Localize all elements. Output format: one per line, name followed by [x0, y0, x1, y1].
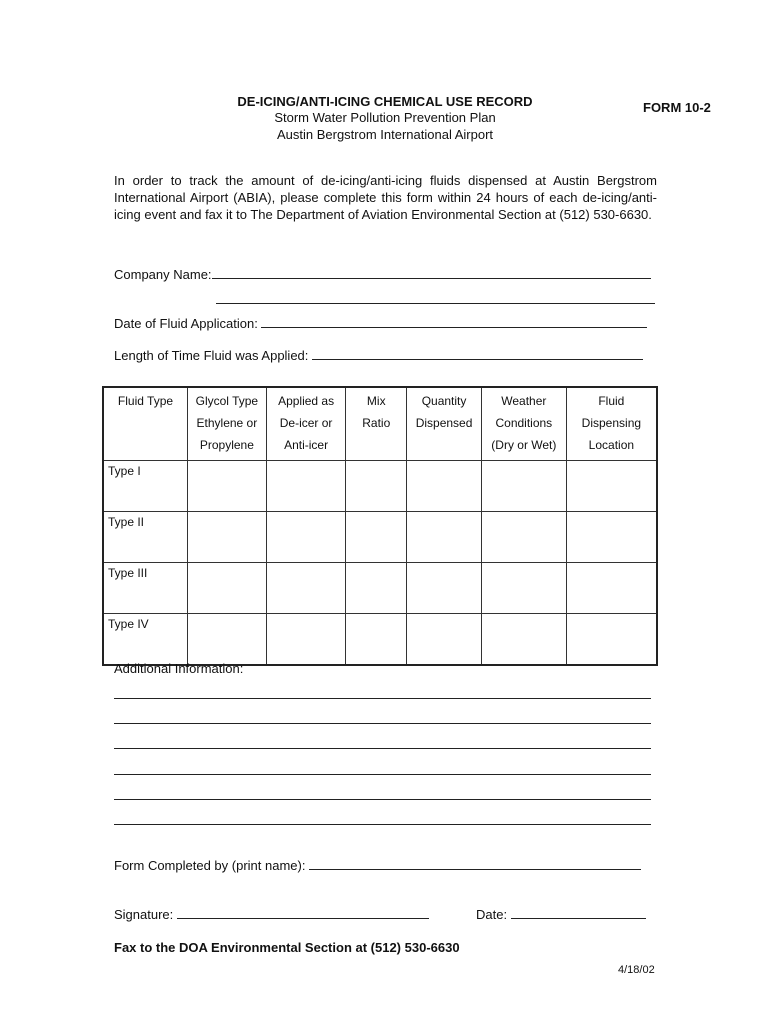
form-subtitle-plan: Storm Water Pollution Prevention Plan	[274, 110, 496, 125]
date-row	[476, 906, 646, 922]
header-mix-ratio: Mix Ratio	[346, 387, 407, 461]
signature-label: Signature:	[114, 907, 174, 922]
additional-info-line[interactable]	[114, 723, 651, 724]
table-cell[interactable]	[481, 563, 566, 614]
header-weather-conditions: Weather Conditions (Dry or Wet)	[481, 387, 566, 461]
header-dispensing-location: Fluid Dispensing Location	[566, 387, 657, 461]
header-quantity-dispensed: Quantity Dispensed	[407, 387, 482, 461]
additional-info-line[interactable]	[114, 748, 651, 749]
table-cell[interactable]	[481, 461, 566, 512]
table-row	[103, 512, 657, 563]
table-cell[interactable]	[346, 563, 407, 614]
completed-by-row	[114, 857, 641, 873]
table-cell[interactable]	[407, 563, 482, 614]
table-cell[interactable]	[187, 461, 266, 512]
table-cell[interactable]	[346, 512, 407, 563]
table-cell[interactable]	[566, 461, 657, 512]
date-label: Date:	[476, 907, 508, 922]
form-number: FORM 10-2	[643, 100, 711, 115]
table-cell[interactable]	[266, 461, 346, 512]
header-fluid-type: Fluid Type	[103, 387, 187, 461]
date-of-application-label: Date of Fluid Application:	[114, 316, 258, 331]
additional-info-line[interactable]	[114, 698, 651, 699]
row-type-label: Type I	[103, 461, 187, 512]
signature-row	[114, 906, 429, 922]
additional-info-line[interactable]	[114, 774, 651, 775]
table-cell[interactable]	[266, 614, 346, 666]
company-name-field-line2[interactable]	[216, 291, 655, 304]
table-cell[interactable]	[266, 563, 346, 614]
intro-paragraph: In order to track the amount of de-icing/anti-icing fluids dispensed at Austin Bergstrom International Airport (ABIA), please complete this form within 24 hours of each de-icing/anti-icing event and fax it to The Department of Aviation Environmental Section at (512) 530-6630.	[114, 173, 657, 222]
company-name-row	[114, 266, 651, 282]
fax-instruction: Fax to the DOA Environmental Section at (512) 530-6630	[114, 940, 460, 955]
company-name-label: Company Name:	[114, 267, 212, 282]
signature-field[interactable]	[177, 906, 429, 919]
table-header-row	[103, 387, 657, 461]
company-name-field[interactable]	[212, 266, 651, 279]
form-title: DE-ICING/ANTI-ICING CHEMICAL USE RECORD	[237, 94, 533, 109]
table-cell[interactable]	[481, 614, 566, 666]
table-cell[interactable]	[407, 512, 482, 563]
header-glycol-type: Glycol Type Ethylene or Propylene	[187, 387, 266, 461]
table-cell[interactable]	[566, 563, 657, 614]
header-applied-as: Applied as De-icer or Anti-icer	[266, 387, 346, 461]
table-cell[interactable]	[566, 512, 657, 563]
length-of-time-field[interactable]	[312, 347, 643, 360]
date-of-application-row	[114, 315, 647, 331]
table-cell[interactable]	[187, 614, 266, 666]
table-row	[103, 563, 657, 614]
table-cell[interactable]	[566, 614, 657, 666]
table-cell[interactable]	[266, 512, 346, 563]
table-row	[103, 461, 657, 512]
completed-by-field[interactable]	[309, 857, 641, 870]
row-type-label: Type II	[103, 512, 187, 563]
revision-date: 4/18/02	[618, 964, 655, 976]
row-type-label: Type III	[103, 563, 187, 614]
length-of-time-row	[114, 347, 643, 363]
additional-info-line[interactable]	[114, 824, 651, 825]
additional-info-label: Additional Information:	[114, 661, 244, 676]
table-cell[interactable]	[407, 461, 482, 512]
table-cell[interactable]	[187, 563, 266, 614]
form-subtitle-airport: Austin Bergstrom International Airport	[276, 127, 494, 142]
table-cell[interactable]	[407, 614, 482, 666]
additional-info-line[interactable]	[114, 799, 651, 800]
length-of-time-label: Length of Time Fluid was Applied:	[114, 348, 309, 363]
date-of-application-field[interactable]	[261, 315, 647, 328]
fluid-use-table	[102, 386, 658, 666]
table-cell[interactable]	[187, 512, 266, 563]
date-field[interactable]	[511, 906, 646, 919]
completed-by-label: Form Completed by (print name):	[114, 858, 306, 873]
table-cell[interactable]	[346, 461, 407, 512]
table-cell[interactable]	[481, 512, 566, 563]
table-row	[103, 614, 657, 666]
table-cell[interactable]	[346, 614, 407, 666]
row-type-label: Type IV	[103, 614, 187, 666]
